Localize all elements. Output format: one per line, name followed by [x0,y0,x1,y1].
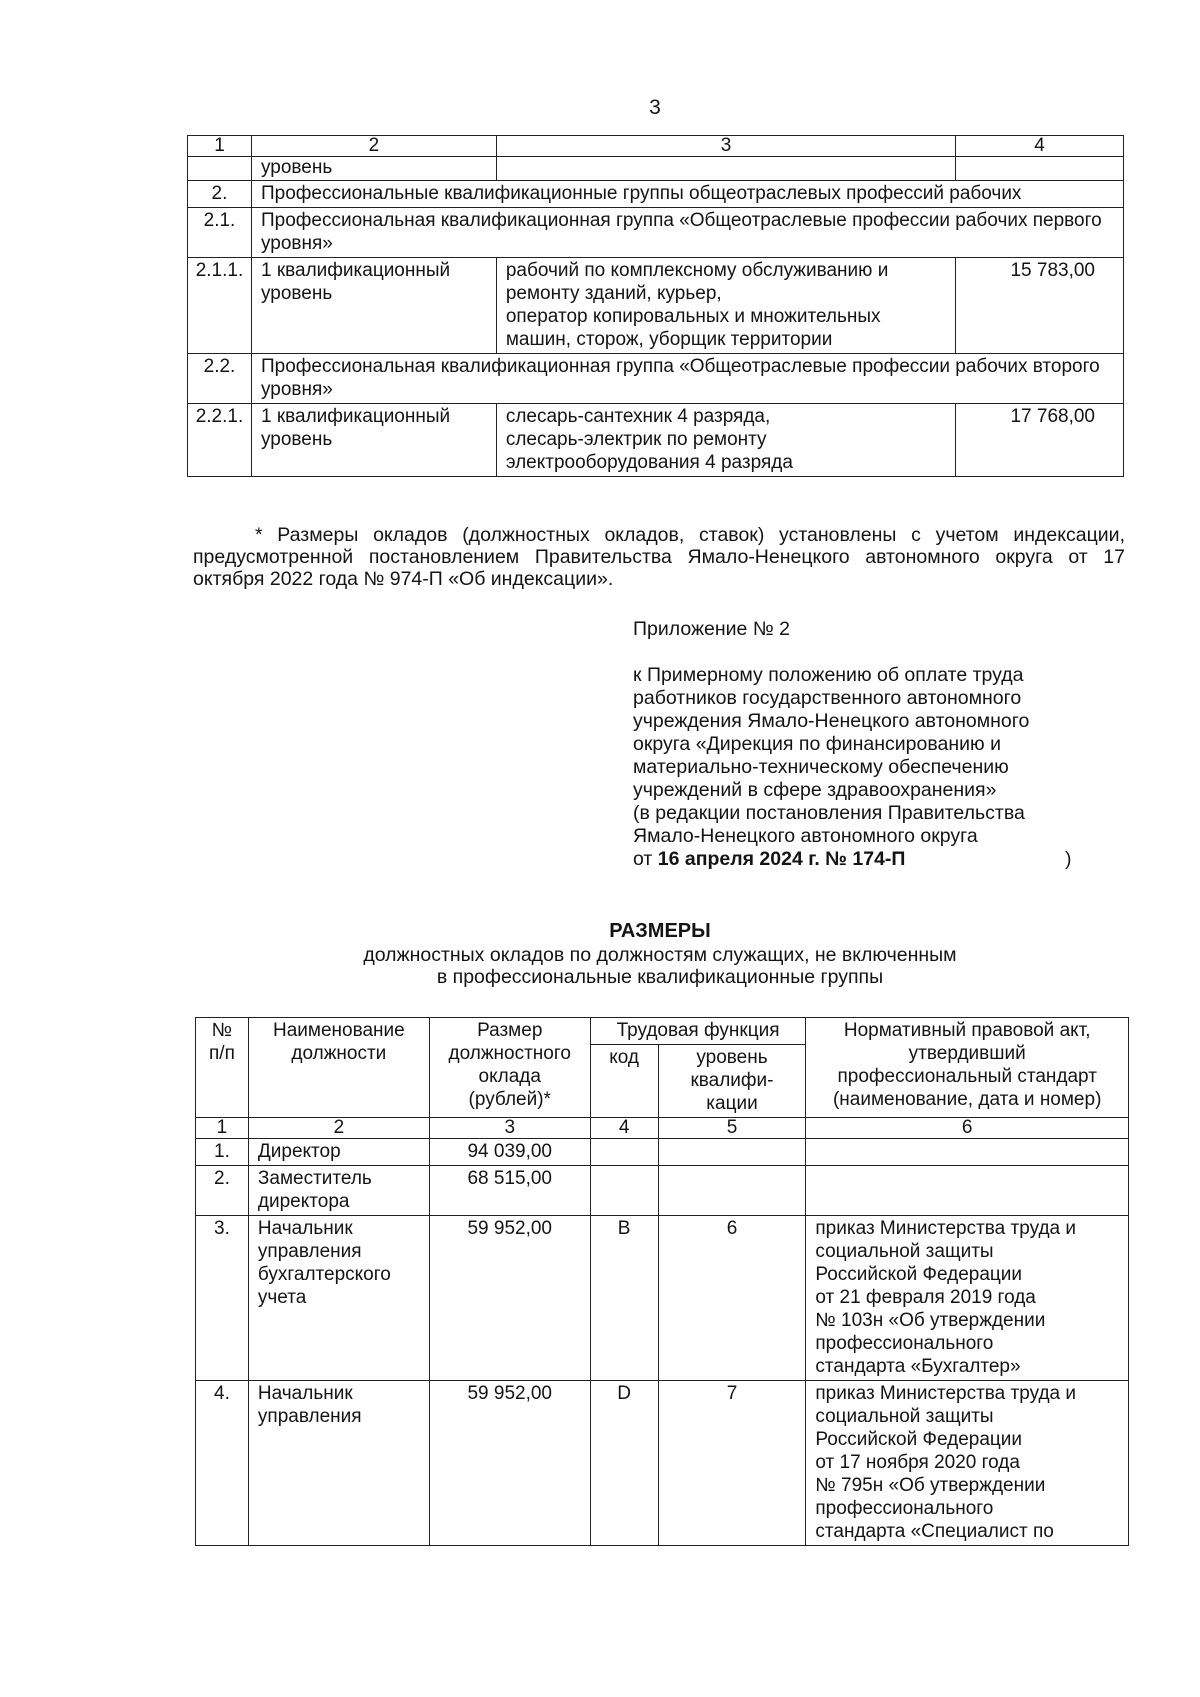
header-salary: Размер должностного оклада (рублей)* [429,1018,590,1118]
table-row [196,1381,1129,1546]
salary-value: 59 952,00 [429,1216,590,1381]
legal-act [806,1166,1129,1216]
qualification-groups-table [187,135,1124,477]
column-numbers-row [196,1118,1129,1139]
qualification-level: 7 [658,1381,806,1546]
page-number: 3 [649,96,661,119]
row-number: 1. [196,1139,249,1166]
salary-value: 15 783,00 [956,258,1124,354]
qualification-level: 1 квалификационный уровень [251,258,496,354]
group-row [188,354,1124,404]
appendix-line: материально-техническому обеспечению [633,756,1009,778]
heading-line: в профессиональные квалификационные группы [436,966,884,988]
group-number: 2.2. [188,354,252,404]
salary-value: 68 515,00 [429,1166,590,1216]
header-num: № п/п [196,1018,249,1118]
positions-list: слесарь-сантехник 4 разряда, слесарь-электрик по ремонту электрооборудования 4 разряда [496,404,955,477]
function-code: B [590,1216,658,1381]
date-prefix: от [633,848,658,870]
function-code [590,1166,658,1216]
appendix-line: учреждения Ямало-Ненецкого автономного [633,710,1030,732]
appendix-line: округа «Дирекция по финансированию и [633,733,1001,755]
salaries-table [195,1017,1129,1546]
function-code: D [590,1381,658,1546]
group-number: 2.1. [188,208,252,258]
heading-line: должностных окладов по должностям служащих, не включенным [363,944,957,966]
heading-title: РАЗМЕРЫ [609,920,711,942]
row-number: 2. [196,1166,249,1216]
col-num: 1 [188,136,252,157]
appendix-line: Ямало-Ненецкого автономного округа [633,825,978,847]
position-name: Начальник управления [248,1381,429,1546]
legal-act: приказ Министерства труда и социальной защиты Российской Федерации от 17 ноября 2020 года № 795н «Об утверждении профессионального стандарта «Специалист по [806,1381,1129,1546]
header-code: код [590,1045,658,1118]
qualification-level: 1 квалификационный уровень [251,404,496,477]
col-num: 4 [956,136,1124,157]
group-number: 2. [188,181,252,208]
appendix-body [633,664,1073,871]
function-code [590,1139,658,1166]
position-name: Заместитель директора [248,1166,429,1216]
salary-value: 17 768,00 [956,404,1124,477]
item-number: 2.2.1. [188,404,252,477]
group-title: Профессиональные квалификационные группы общеотраслевых профессий рабочих [251,181,1123,208]
header-position-name: Наименование должности [248,1018,429,1118]
cell-empty [188,157,252,181]
appendix-line: учреждений в сфере здравоохранения» [633,779,997,801]
group-title: Профессиональная квалификационная группа «Общеотраслевые профессии рабочих второго уровня» [251,354,1123,404]
column-numbers-row [188,136,1124,157]
header-row [196,1018,1129,1045]
col-num: 1 [196,1118,249,1139]
item-row [188,258,1124,354]
appendix-title: Приложение № 2 [633,618,790,640]
appendix-line: к Примерному положению об оплате труда [633,664,1024,686]
cell-empty [496,157,955,181]
legal-act [806,1139,1129,1166]
salary-value: 94 039,00 [429,1139,590,1166]
item-number: 2.1.1. [188,258,252,354]
appendix-line: (в редакции постановления Правительства [633,802,1025,824]
appendix-line: работников государственного автономного [633,687,1022,709]
col-num: 4 [590,1118,658,1139]
col-num: 6 [806,1118,1129,1139]
table-row [196,1216,1129,1381]
col-num: 5 [658,1118,806,1139]
group-row [188,208,1124,258]
header-labor-function: Трудовая функция [590,1018,806,1045]
item-row [188,404,1124,477]
position-name: Начальник управления бухгалтерского учета [248,1216,429,1381]
table-row [196,1166,1129,1216]
appendix-date-line [633,848,1073,871]
group-row [188,181,1124,208]
legal-act: приказ Министерства труда и социальной защиты Российской Федерации от 21 февраля 2019 года № 103н «Об утверждении профессионального стандарта «Бухгалтер» [806,1216,1129,1381]
row-number: 3. [196,1216,249,1381]
closing-parenthesis: ) [1065,848,1072,870]
col-num: 2 [248,1118,429,1139]
qualification-level [658,1139,806,1166]
qualification-level [658,1166,806,1216]
col-num: 3 [496,136,955,157]
position-name: Директор [248,1139,429,1166]
positions-list: рабочий по комплексному обслуживанию и ремонту зданий, курьер, оператор копировальных и множительных машин, сторож, уборщик территории [496,258,955,354]
col-num: 3 [429,1118,590,1139]
section-heading [330,918,990,988]
header-legal-act: Нормативный правовой акт, утвердивший профессиональный стандарт (наименование, дата и номер) [806,1018,1129,1118]
resolution-date: 16 апреля 2024 г. № 174-П [657,848,906,870]
header-qual-level: уровень квалифи- кации [658,1045,806,1118]
table-row [196,1139,1129,1166]
table-row [188,157,1124,181]
qualification-level: 6 [658,1216,806,1381]
group-title: Профессиональная квалификационная группа «Общеотраслевые профессии рабочих первого уровня» [251,208,1123,258]
col-num: 2 [251,136,496,157]
salary-value: 59 952,00 [429,1381,590,1546]
level-cell: уровень [251,157,496,181]
footnote: * Размеры окладов (должностных окладов, ставок) установлены с учетом индексации, предусмотренной постановлением Правительства Ямало-Ненецкого автономного округа от 17 октября 2022 года № 974-П «Об индексации». [193,524,1125,590]
cell-empty [956,157,1124,181]
row-number: 4. [196,1381,249,1546]
